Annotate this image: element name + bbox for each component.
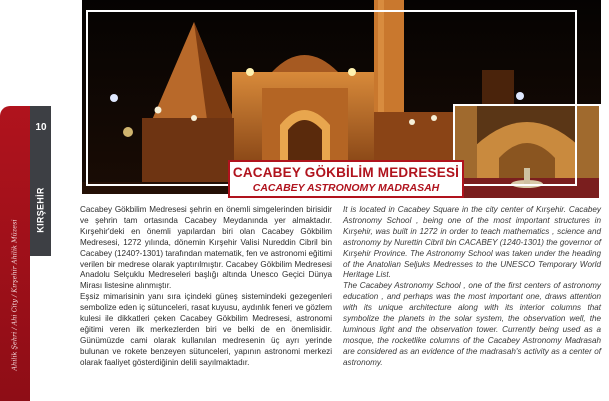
title-english: CACABEY ASTRONOMY MADRASAH: [252, 182, 440, 194]
title-box: [228, 160, 464, 198]
turkish-paragraph: Cacabey Gökbilim Medresesi şehrin en önemli simgelerinden birisidir ve şehrin tam ortasında Cacabey Meydanında yer almaktadır. Kırşehir'deki en önemli yapılardan biri olan Cacabey Gökbilim Medresesi, 1272 yılında, dönemin Kırşehir Valisi Nureddin Cibril bin Cacabey (1240?-1301) tarafından matematik, fen ve astronomi eğitimi verilen bir medrese olarak yaptırılmıştır. Cacabey Gökbilim Medresesi Anadolu Selçuklu Medreseleri başlığı altında Unesco Geçici Dünya Mirası listesine alınmıştır.: [80, 205, 333, 291]
english-text-column: [343, 205, 601, 369]
series-label: Ahilik Şehri / Ahi City / Kırşehir Ahilik Müzesi: [11, 219, 19, 371]
english-paragraph: It is located in Cacabey Square in the city center of Kırşehir. Cacabey Astronomy School , being one of the most important structures in Kırşehir, was built in 1272 in order to teach mathematics , science and astronomy by Nurettin Cibril bin CACABEY (1240-1301) the governor of Kırşehir Province. The Astronomy School was taken under the heading of the Anatolian Seljuks Medresses to the UNESCO Temporary World Heritage List.: [343, 205, 601, 280]
turkish-paragraph: Eşsiz mimarisinin yanı sıra içindeki güneş sistemindeki gezegenleri sembolize eden iç sütunceleri, rasat kuyusu, aydınlık feneri ve gözlem kulesi ile dikkatleri çeken Cacabey Gökbilim Medresesi, astronomi eğitimi veren ilk merkezlerden biri ve belki de en önemlisidir. Günümüzde cami olarak kullanılan medresenin üç ayrı yerinde bulunan ve rokete benzeyen sütunceleri, yapının astronomi merkezi olarak faaliyet gösterdiğinin delili sayılmaktadır.: [80, 292, 332, 367]
madrasah-interior-photo: [453, 104, 601, 200]
page-number: 10: [35, 122, 47, 133]
turkish-text-column: [80, 205, 332, 369]
english-paragraph: The Cacabey Astronomy School , one of the first centers of astronomy education , and perhaps was the most important one, draws attention with its unique architecture along with its interior columns that symbolize the planets in the solar system, the observation well, the luminous light and the observation tower. Currently being used as a mosque, the rocketlike columns of the Cacabey Astronomy Madrasah are considered as an evidence of the madrasah's activity as a center of astronomy.: [343, 281, 601, 367]
title-turkish: CACABEY GÖKBİLİM MEDRESESİ: [232, 165, 460, 180]
madrasah-interior-illustration: [455, 106, 599, 198]
city-label: KIRŞEHİR: [35, 187, 46, 233]
